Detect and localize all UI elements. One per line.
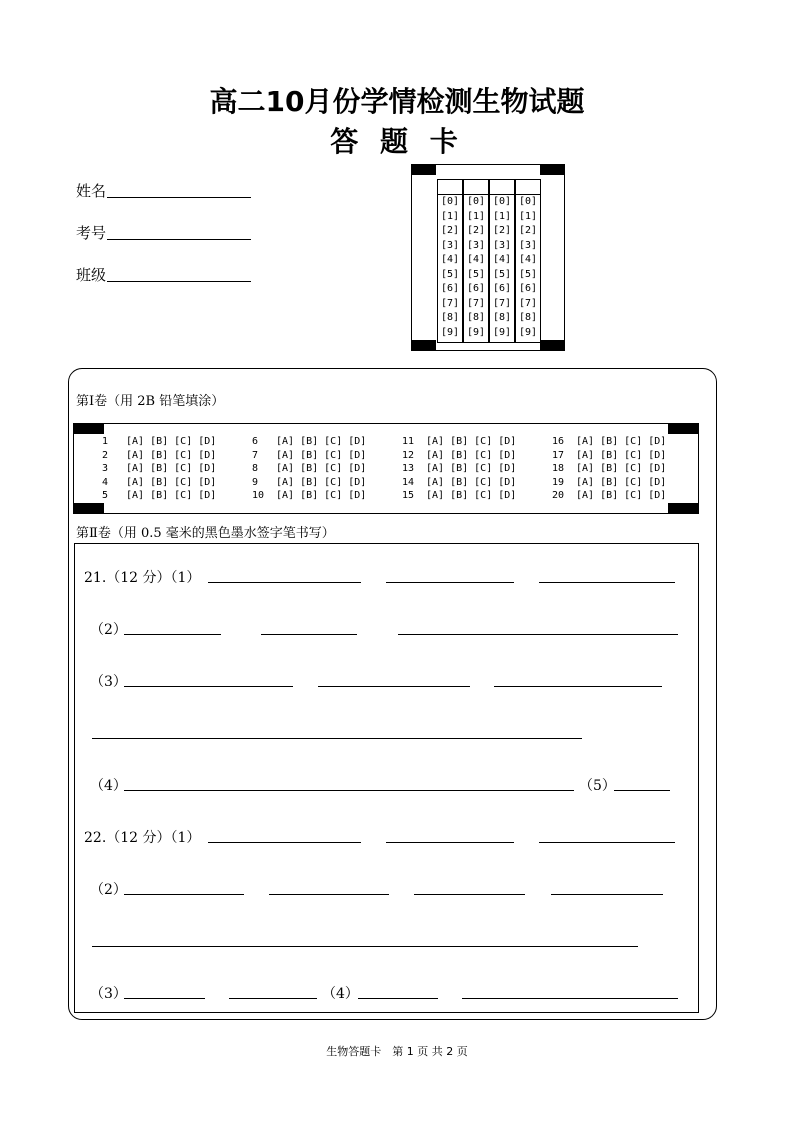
answer-line[interactable] [462,998,678,999]
question-number: 16 [552,436,565,447]
digit-bubble[interactable]: [9] [440,326,460,338]
digit-bubble[interactable]: [6] [518,283,538,294]
digit-bubble[interactable]: [5] [492,268,512,280]
answer-line[interactable] [539,582,675,583]
q22-part1-label: 22.（12 分）（1） [84,830,201,846]
digit-bubble[interactable]: [4] [492,254,512,265]
digit-bubble[interactable]: [7] [492,297,512,309]
digit-bubble[interactable]: [2] [466,225,486,236]
q21-part4-label: （4） [90,778,127,794]
corner-mark [74,424,104,434]
choice-options[interactable]: [A] [B] [C] [D] [576,490,667,502]
choice-row [252,449,366,463]
choice-options[interactable]: [A] [B] [C] [D] [426,476,517,488]
name-label: 姓名 [76,182,107,200]
choice-row [252,489,366,503]
question-number: 18 [552,463,565,475]
digit-bubble[interactable]: [0] [518,196,538,207]
choice-row [252,476,366,490]
choice-row [552,449,666,463]
question-number: 19 [552,476,565,488]
choice-options[interactable]: [A] [B] [C] [D] [426,449,517,461]
answer-line[interactable] [386,842,514,843]
answer-line[interactable] [92,946,638,947]
question-number: 1 [102,436,109,447]
question-number: 2 [102,449,109,461]
digit-bubble[interactable]: [9] [492,326,512,338]
digit-bubble[interactable]: [8] [492,312,512,323]
choice-options[interactable]: [A] [B] [C] [D] [576,449,667,461]
choice-options[interactable]: [A] [B] [C] [D] [276,436,367,447]
choice-options[interactable]: [A] [B] [C] [D] [426,436,517,447]
choice-options[interactable]: [A] [B] [C] [D] [126,436,217,447]
answer-line[interactable] [208,582,361,583]
choice-options[interactable]: [A] [B] [C] [D] [126,463,217,475]
digit-bubble[interactable]: [1] [440,210,460,222]
exam-number-box [411,164,565,351]
digit-bubble[interactable]: [7] [466,297,486,309]
choice-row [102,435,216,449]
exam-number-column [489,179,515,343]
digit-bubble[interactable]: [0] [492,196,512,207]
digit-bubble[interactable]: [1] [466,210,486,222]
exam-number-write-cell[interactable] [464,180,488,195]
answer-line[interactable] [614,790,670,791]
choice-options[interactable]: [A] [B] [C] [D] [576,463,667,475]
q22-part4-label: （4） [322,986,359,1002]
question-number: 14 [402,476,415,488]
digit-bubble[interactable]: [1] [518,210,538,222]
choice-options[interactable]: [A] [B] [C] [D] [576,476,667,488]
digit-bubble[interactable]: [4] [440,254,460,265]
answer-line[interactable] [269,894,389,895]
question-number: 11 [402,436,415,447]
exam-number-write-cell[interactable] [516,180,540,195]
choice-row [402,489,516,503]
digit-bubble[interactable]: [1] [492,210,512,222]
q21-part5-label: （5） [579,778,616,794]
digit-bubble[interactable]: [0] [440,196,460,207]
choice-row [252,462,366,476]
question-number: 12 [402,449,415,461]
digit-bubble[interactable]: [6] [492,283,512,294]
choice-row [552,435,666,449]
answer-line[interactable] [124,790,574,791]
exam-no-label: 考号 [76,224,107,242]
exam-number-column [437,179,463,343]
answer-line[interactable] [124,998,205,999]
section-2-label: 第Ⅱ卷（用 0.5 毫米的黑色墨水签字笔书写） [76,526,335,541]
q21-part2-label: （2） [90,622,127,638]
digit-bubble[interactable]: [4] [466,254,486,265]
digit-bubble[interactable]: [3] [466,239,486,251]
answer-line[interactable] [551,894,663,895]
choice-options[interactable]: [A] [B] [C] [D] [576,436,667,447]
digit-bubble[interactable]: [2] [518,225,538,236]
digit-bubble[interactable]: [4] [518,254,538,265]
choice-row [402,449,516,463]
answer-line[interactable] [539,842,675,843]
answer-line[interactable] [124,634,221,635]
question-number: 3 [102,463,109,475]
answer-line[interactable] [124,894,244,895]
answer-line[interactable] [208,842,361,843]
class-field[interactable] [107,281,251,282]
choice-column [102,435,216,503]
answer-line[interactable] [398,634,678,635]
question-number: 6 [252,436,259,447]
choice-options[interactable]: [A] [B] [C] [D] [276,476,367,488]
choice-column [402,435,516,503]
answer-line[interactable] [414,894,525,895]
name-field[interactable] [107,197,251,198]
choice-options[interactable]: [A] [B] [C] [D] [276,490,367,502]
choice-options[interactable]: [A] [B] [C] [D] [126,476,217,488]
digit-bubble[interactable]: [7] [440,297,460,309]
exam-number-write-cell[interactable] [490,180,514,195]
answer-line[interactable] [358,998,438,999]
choice-options[interactable]: [A] [B] [C] [D] [276,449,367,461]
q21-part1-label: 21.（12 分）（1） [84,570,201,586]
digit-bubble[interactable]: [3] [492,239,512,251]
question-number: 17 [552,449,565,461]
digit-bubble[interactable]: [9] [466,326,486,338]
digit-bubble[interactable]: [0] [466,196,486,207]
question-number: 7 [252,449,259,461]
choice-row [102,462,216,476]
choice-options[interactable]: [A] [B] [C] [D] [126,449,217,461]
question-number: 20 [552,490,565,502]
choice-row [552,489,666,503]
choice-row [102,449,216,463]
page-footer: 生物答题卡 第 1 页 共 2 页 [326,1045,468,1058]
choice-row [102,476,216,490]
digit-bubble[interactable]: [5] [440,268,460,280]
choice-row [552,462,666,476]
digit-bubble[interactable]: [8] [440,312,460,323]
digit-bubble[interactable]: [6] [440,283,460,294]
digit-bubble[interactable]: [9] [518,326,538,338]
answer-line[interactable] [92,738,582,739]
answer-line[interactable] [318,686,470,687]
choice-options[interactable]: [A] [B] [C] [D] [426,490,517,502]
digit-bubble[interactable]: [8] [518,312,538,323]
question-number: 8 [252,463,259,475]
corner-mark [668,503,698,513]
corner-mark [540,165,564,175]
digit-bubble[interactable]: [2] [440,225,460,236]
exam-number-write-cell[interactable] [438,180,462,195]
q22-part2-label: （2） [90,882,127,898]
exam-no-field[interactable] [107,239,251,240]
question-number: 10 [252,490,265,502]
choice-row [402,435,516,449]
choice-column [252,435,366,503]
corner-mark [412,165,436,175]
choice-row [552,476,666,490]
question-number: 5 [102,490,109,502]
question-number: 13 [402,463,415,475]
digit-bubble[interactable]: [6] [466,283,486,294]
digit-bubble[interactable]: [3] [440,239,460,251]
class-label: 班级 [76,266,107,284]
choice-row [402,462,516,476]
choice-options[interactable]: [A] [B] [C] [D] [276,463,367,475]
digit-bubble[interactable]: [5] [518,268,538,280]
answer-line[interactable] [229,998,317,999]
corner-mark [412,340,436,350]
choice-column [552,435,666,503]
exam-number-column [463,179,489,343]
digit-bubble[interactable]: [7] [518,297,538,309]
multiple-choice-box [73,423,699,514]
digit-bubble[interactable]: [5] [466,268,486,280]
section-1-label: 第Ⅰ卷（用 2B 铅笔填涂） [76,394,225,409]
answer-line[interactable] [261,634,357,635]
exam-number-column [515,179,541,343]
digit-bubble[interactable]: [8] [466,312,486,323]
question-number: 15 [402,490,415,502]
corner-mark [540,340,564,350]
choice-row [402,476,516,490]
corner-mark [74,503,104,513]
choice-row [252,435,366,449]
answer-line[interactable] [494,686,662,687]
choice-options[interactable]: [A] [B] [C] [D] [126,490,217,502]
title-line-2: 答 题 卡 [330,125,464,158]
question-number: 9 [252,476,259,488]
digit-bubble[interactable]: [3] [518,239,538,251]
choice-options[interactable]: [A] [B] [C] [D] [426,463,517,475]
answer-line[interactable] [124,686,293,687]
digit-bubble[interactable]: [2] [492,225,512,236]
choice-row [102,489,216,503]
q21-part3-label: （3） [90,674,127,690]
question-number: 4 [102,476,109,488]
q22-part3-label: （3） [90,986,127,1002]
answer-line[interactable] [386,582,514,583]
title-line-1: 高二10月份学情检测生物试题 [209,85,585,118]
corner-mark [668,424,698,434]
